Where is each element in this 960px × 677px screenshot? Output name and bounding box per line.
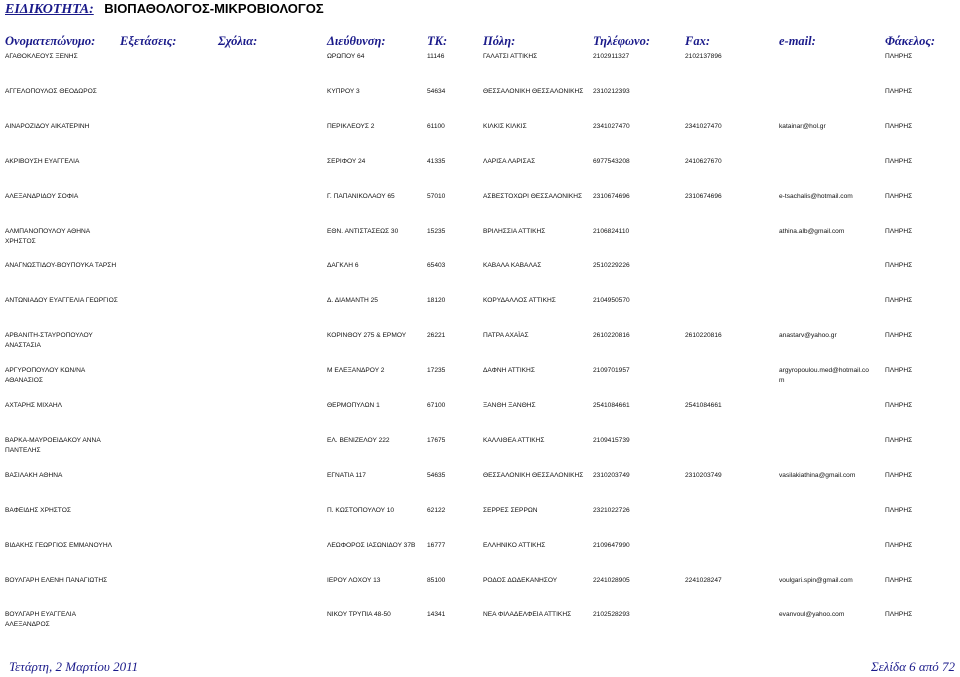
row-phone: 2610220816 bbox=[593, 332, 630, 339]
row-phone: 2341027470 bbox=[593, 123, 630, 130]
specialty-label: ΕΙΔΙΚΟΤΗΤΑ: bbox=[5, 2, 94, 17]
row-name: ΑΙΝΑΡΟΖΙΔΟΥ ΑΙΚΑΤΕΡΙΝΗ bbox=[5, 123, 90, 130]
header-file: Φάκελος: bbox=[885, 34, 936, 48]
row-city: ΚΙΛΚΙΣ ΚΙΛΚΙΣ bbox=[483, 123, 527, 130]
row-name: ΑΚΡΙΒΟΥΣΗ ΕΥΑΓΓΕΛΙΑ bbox=[5, 158, 80, 165]
row-email[interactable]: athina.alb@gmail.com bbox=[779, 228, 845, 235]
row-email[interactable]: argyropoulou.med@hotmail.com bbox=[779, 367, 869, 384]
row-address: ΩΡΩΠΟΥ 64 bbox=[327, 53, 365, 60]
row-city: ΚΟΡΥΔΑΛΛΟΣ ΑΤΤΙΚΗΣ bbox=[483, 297, 556, 304]
footer-date: Τετάρτη, 2 Μαρτίου 2011 bbox=[9, 659, 139, 674]
row-address: Μ ΕΛΕΞΑΝΔΡΟΥ 2 bbox=[327, 367, 385, 374]
column-header-row bbox=[0, 34, 960, 50]
row-tk: 54634 bbox=[427, 88, 446, 95]
row-tk: 14341 bbox=[427, 611, 446, 618]
row-file: ΠΛΗΡΗΣ bbox=[885, 402, 913, 409]
row-name: ΑΡΒΑΝΙΤΗ-ΣΤΑΥΡΟΠΟΥΛΟΥ ΑΝΑΣΤΑΣΙΑ bbox=[5, 332, 93, 349]
row-phone: 2109415739 bbox=[593, 437, 630, 444]
row-tk: 15235 bbox=[427, 228, 446, 235]
row-file: ΠΛΗΡΗΣ bbox=[885, 507, 913, 514]
row-tk: 17235 bbox=[427, 367, 446, 374]
row-file: ΠΛΗΡΗΣ bbox=[885, 228, 913, 235]
row-address: Γ. ΠΑΠΑΝΙΚΟΛΑΟΥ 65 bbox=[327, 193, 395, 200]
row-city: ΕΛΛΗΝΙΚΟ ΑΤΤΙΚΗΣ bbox=[483, 542, 546, 549]
row-name: ΒΟΥΛΓΑΡΗ ΕΥΑΓΓΕΛΙΑ ΑΛΕΞΑΝΔΡΟΣ bbox=[5, 611, 76, 628]
row-tk: 41335 bbox=[427, 158, 446, 165]
row-tk: 67100 bbox=[427, 402, 446, 409]
row-email[interactable]: vasilakiathina@gmail.com bbox=[779, 472, 856, 479]
row-fax: 2310674696 bbox=[685, 193, 722, 200]
row-city: ΝΕΑ ΦΙΛΑΔΕΛΦΕΙΑ ΑΤΤΙΚΗΣ bbox=[483, 611, 572, 618]
row-address: Δ. ΔΙΑΜΑΝΤΗ 25 bbox=[327, 297, 378, 304]
row-phone: 2104950570 bbox=[593, 297, 630, 304]
row-tk: 57010 bbox=[427, 193, 446, 200]
row-tk: 18120 bbox=[427, 297, 446, 304]
row-file: ΠΛΗΡΗΣ bbox=[885, 123, 913, 130]
row-city: ΚΑΛΛΙΘΕΑ ΑΤΤΙΚΗΣ bbox=[483, 437, 545, 444]
header-tk: ΤΚ: bbox=[427, 34, 448, 48]
header-address: Διεύθυνση: bbox=[327, 34, 386, 48]
row-name: ΑΧΤΑΡΗΣ ΜΙΧΑΗΛ bbox=[5, 402, 63, 409]
row-phone: 2109701957 bbox=[593, 367, 630, 374]
row-tk: 17675 bbox=[427, 437, 446, 444]
row-city: ΡΟΔΟΣ ΔΩΔΕΚΑΝΗΣΟΥ bbox=[483, 577, 558, 584]
row-address: ΔΑΓΚΛΗ 6 bbox=[327, 262, 359, 269]
specialty-value: ΒΙΟΠΑΘΟΛΟΓΟΣ-ΜΙΚΡΟΒΙΟΛΟΓΟΣ bbox=[104, 1, 324, 16]
row-city: ΛΑΡΙΣΑ ΛΑΡΙΣΑΣ bbox=[483, 158, 536, 165]
row-address: Π. ΚΩΣΤΟΠΟΥΛΟΥ 10 bbox=[327, 507, 395, 514]
row-city: ΘΕΣΣΑΛΟΝΙΚΗ ΘΕΣΣΑΛΟΝΙΚΗΣ bbox=[483, 472, 584, 479]
row-address: ΕΘΝ. ΑΝΤΙΣΤΑΣΕΩΣ 30 bbox=[327, 228, 399, 235]
row-file: ΠΛΗΡΗΣ bbox=[885, 332, 913, 339]
row-file: ΠΛΗΡΗΣ bbox=[885, 262, 913, 269]
row-tk: 65403 bbox=[427, 262, 446, 269]
row-phone: 2510229226 bbox=[593, 262, 630, 269]
row-file: ΠΛΗΡΗΣ bbox=[885, 437, 913, 444]
row-name: ΒΑΡΚΑ-ΜΑΥΡΟΕΙΔΑΚΟΥ ΑΝΝΑ ΠΑΝΤΕΛΗΣ bbox=[5, 437, 101, 454]
row-file: ΠΛΗΡΗΣ bbox=[885, 88, 913, 95]
row-city: ΑΣΒΕΣΤΟΧΩΡΙ ΘΕΣΣΑΛΟΝΙΚΗΣ bbox=[483, 193, 583, 200]
header-exams: Εξετάσεις: bbox=[120, 34, 177, 48]
row-address: ΚΟΡΙΝΘΟΥ 275 & ΕΡΜΟΥ bbox=[327, 332, 407, 339]
row-city: ΔΑΦΝΗ ΑΤΤΙΚΗΣ bbox=[483, 367, 535, 374]
row-tk: 26221 bbox=[427, 332, 446, 339]
row-phone: 2241028905 bbox=[593, 577, 630, 584]
row-address: ΘΕΡΜΟΠΥΛΩΝ 1 bbox=[327, 402, 380, 409]
row-phone: 2310212393 bbox=[593, 88, 630, 95]
row-file: ΠΛΗΡΗΣ bbox=[885, 577, 913, 584]
row-name: ΑΓΓΕΛΟΠΟΥΛΟΣ ΘΕΟΔΩΡΟΣ bbox=[5, 88, 97, 95]
row-file: ΠΛΗΡΗΣ bbox=[885, 158, 913, 165]
header-city: Πόλη: bbox=[483, 34, 516, 48]
row-phone: 2106824110 bbox=[593, 228, 630, 235]
row-email[interactable]: e-tsachalis@hotmail.com bbox=[779, 193, 853, 200]
row-address: ΝΙΚΟΥ ΤΡΥΠΙΑ 48-50 bbox=[327, 611, 391, 618]
header-notes: Σχόλια: bbox=[218, 34, 258, 48]
row-phone: 2310674696 bbox=[593, 193, 630, 200]
row-name: ΑΝΑΓΝΩΣΤΙΔΟΥ-ΒΟΥΠΟΥΚΑ ΤΑΡΣΗ bbox=[5, 262, 117, 269]
row-tk: 61100 bbox=[427, 123, 445, 130]
row-city: ΚΑΒΑΛΑ ΚΑΒΑΛΑΣ bbox=[483, 262, 542, 269]
row-tk: 85100 bbox=[427, 577, 446, 584]
row-name: ΑΓΑΘΟΚΛΕΟΥΣ ΞΕΝΗΣ bbox=[5, 53, 78, 60]
row-name: ΒΑΣΙΛΑΚΗ ΑΘΗΝΑ bbox=[5, 472, 63, 479]
row-name: ΑΡΓΥΡΟΠΟΥΛΟΥ ΚΩΝ/ΝΑ ΑΘΑΝΑΣΙΟΣ bbox=[5, 367, 85, 384]
row-address: ΚΥΠΡΟΥ 3 bbox=[327, 88, 360, 95]
row-city: ΘΕΣΣΑΛΟΝΙΚΗ ΘΕΣΣΑΛΟΝΙΚΗΣ bbox=[483, 88, 584, 95]
row-tk: 62122 bbox=[427, 507, 446, 514]
footer-page-number: Σελίδα 6 από 72 bbox=[870, 659, 955, 674]
row-fax: 2102137896 bbox=[685, 53, 722, 60]
row-fax: 2241028247 bbox=[685, 577, 722, 584]
row-name: ΑΛΕΞΑΝΔΡΙΔΟΥ ΣΟΦΙΑ bbox=[5, 193, 79, 200]
row-name: ΒΙΔΑΚΗΣ ΓΕΩΡΓΙΟΣ ΕΜΜΑΝΟΥΗΛ bbox=[5, 542, 112, 549]
header-name: Ονοματεπώνυμο: bbox=[5, 34, 96, 48]
row-phone: 2321022726 bbox=[593, 507, 630, 514]
row-email[interactable]: katainar@hol.gr bbox=[779, 123, 826, 130]
row-file: ΠΛΗΡΗΣ bbox=[885, 542, 913, 549]
row-fax: 2410627670 bbox=[685, 158, 722, 165]
row-file: ΠΛΗΡΗΣ bbox=[885, 297, 913, 304]
row-address: ΕΓΝΑΤΙΑ 117 bbox=[327, 472, 366, 479]
page-title-line bbox=[5, 0, 324, 17]
row-city: ΞΑΝΘΗ ΞΑΝΘΗΣ bbox=[483, 402, 536, 409]
row-name: ΒΟΥΛΓΑΡΗ ΕΛΕΝΗ ΠΑΝΑΓΙΩΤΗΣ bbox=[5, 577, 108, 584]
row-email[interactable]: anastarv@yahoo.gr bbox=[779, 332, 837, 339]
row-name: ΑΛΜΠΑΝΟΠΟΥΛΟΥ ΑΘΗΝΑ ΧΡΗΣΤΟΣ bbox=[5, 228, 90, 245]
header-email: e-mail: bbox=[779, 34, 816, 48]
row-file: ΠΛΗΡΗΣ bbox=[885, 367, 913, 374]
row-tk: 16777 bbox=[427, 542, 446, 549]
row-city: ΠΑΤΡΑ ΑΧΑΪΑΣ bbox=[483, 332, 529, 339]
row-tk: 54635 bbox=[427, 472, 446, 479]
row-file: ΠΛΗΡΗΣ bbox=[885, 193, 913, 200]
row-city: ΣΕΡΡΕΣ ΣΕΡΡΩΝ bbox=[483, 507, 538, 514]
row-file: ΠΛΗΡΗΣ bbox=[885, 472, 913, 479]
row-email[interactable]: voulgari.spin@gmail.com bbox=[779, 577, 853, 584]
row-address: ΙΕΡΟΥ ΛΟΧΟΥ 13 bbox=[327, 577, 381, 584]
row-address: ΠΕΡΙΚΛΕΟΥΣ 2 bbox=[327, 123, 375, 130]
row-city: ΓΑΛΑΤΣΙ ΑΤΤΙΚΗΣ bbox=[483, 53, 538, 60]
row-address: ΛΕΩΦΟΡΟΣ ΙΑΣΩΝΙΔΟΥ 37Β bbox=[327, 542, 416, 549]
row-phone: 6977543208 bbox=[593, 158, 630, 165]
row-phone: 2102911327 bbox=[593, 53, 630, 60]
row-phone: 2310203749 bbox=[593, 472, 630, 479]
row-phone: 2109647990 bbox=[593, 542, 630, 549]
row-email[interactable]: evanvoul@yahoo.com bbox=[779, 611, 845, 618]
row-fax: 2310203749 bbox=[685, 472, 722, 479]
row-city: ΒΡΙΛΗΣΣΙΑ ΑΤΤΙΚΗΣ bbox=[483, 228, 546, 235]
row-phone: 2541084661 bbox=[593, 402, 630, 409]
row-phone: 2102528293 bbox=[593, 611, 630, 618]
row-name: ΒΑΦΕΙΔΗΣ ΧΡΗΣΤΟΣ bbox=[5, 507, 71, 514]
row-name: ΑΝΤΩΝΙΑΔΟΥ ΕΥΑΓΓΕΛΙΑ ΓΕΩΡΓΙΟΣ bbox=[5, 297, 118, 304]
row-address: ΕΛ. ΒΕΝΙΖΕΛΟΥ 222 bbox=[327, 437, 390, 444]
header-fax: Fax: bbox=[685, 34, 710, 48]
row-tk: 11146 bbox=[427, 53, 445, 60]
row-file: ΠΛΗΡΗΣ bbox=[885, 611, 913, 618]
page-footer bbox=[0, 659, 960, 675]
row-file: ΠΛΗΡΗΣ bbox=[885, 53, 913, 60]
row-address: ΣΕΡΙΦΟΥ 24 bbox=[327, 158, 366, 165]
row-fax: 2341027470 bbox=[685, 123, 722, 130]
row-fax: 2541084661 bbox=[685, 402, 722, 409]
header-phone: Τηλέφωνο: bbox=[593, 34, 651, 48]
row-fax: 2610220816 bbox=[685, 332, 722, 339]
